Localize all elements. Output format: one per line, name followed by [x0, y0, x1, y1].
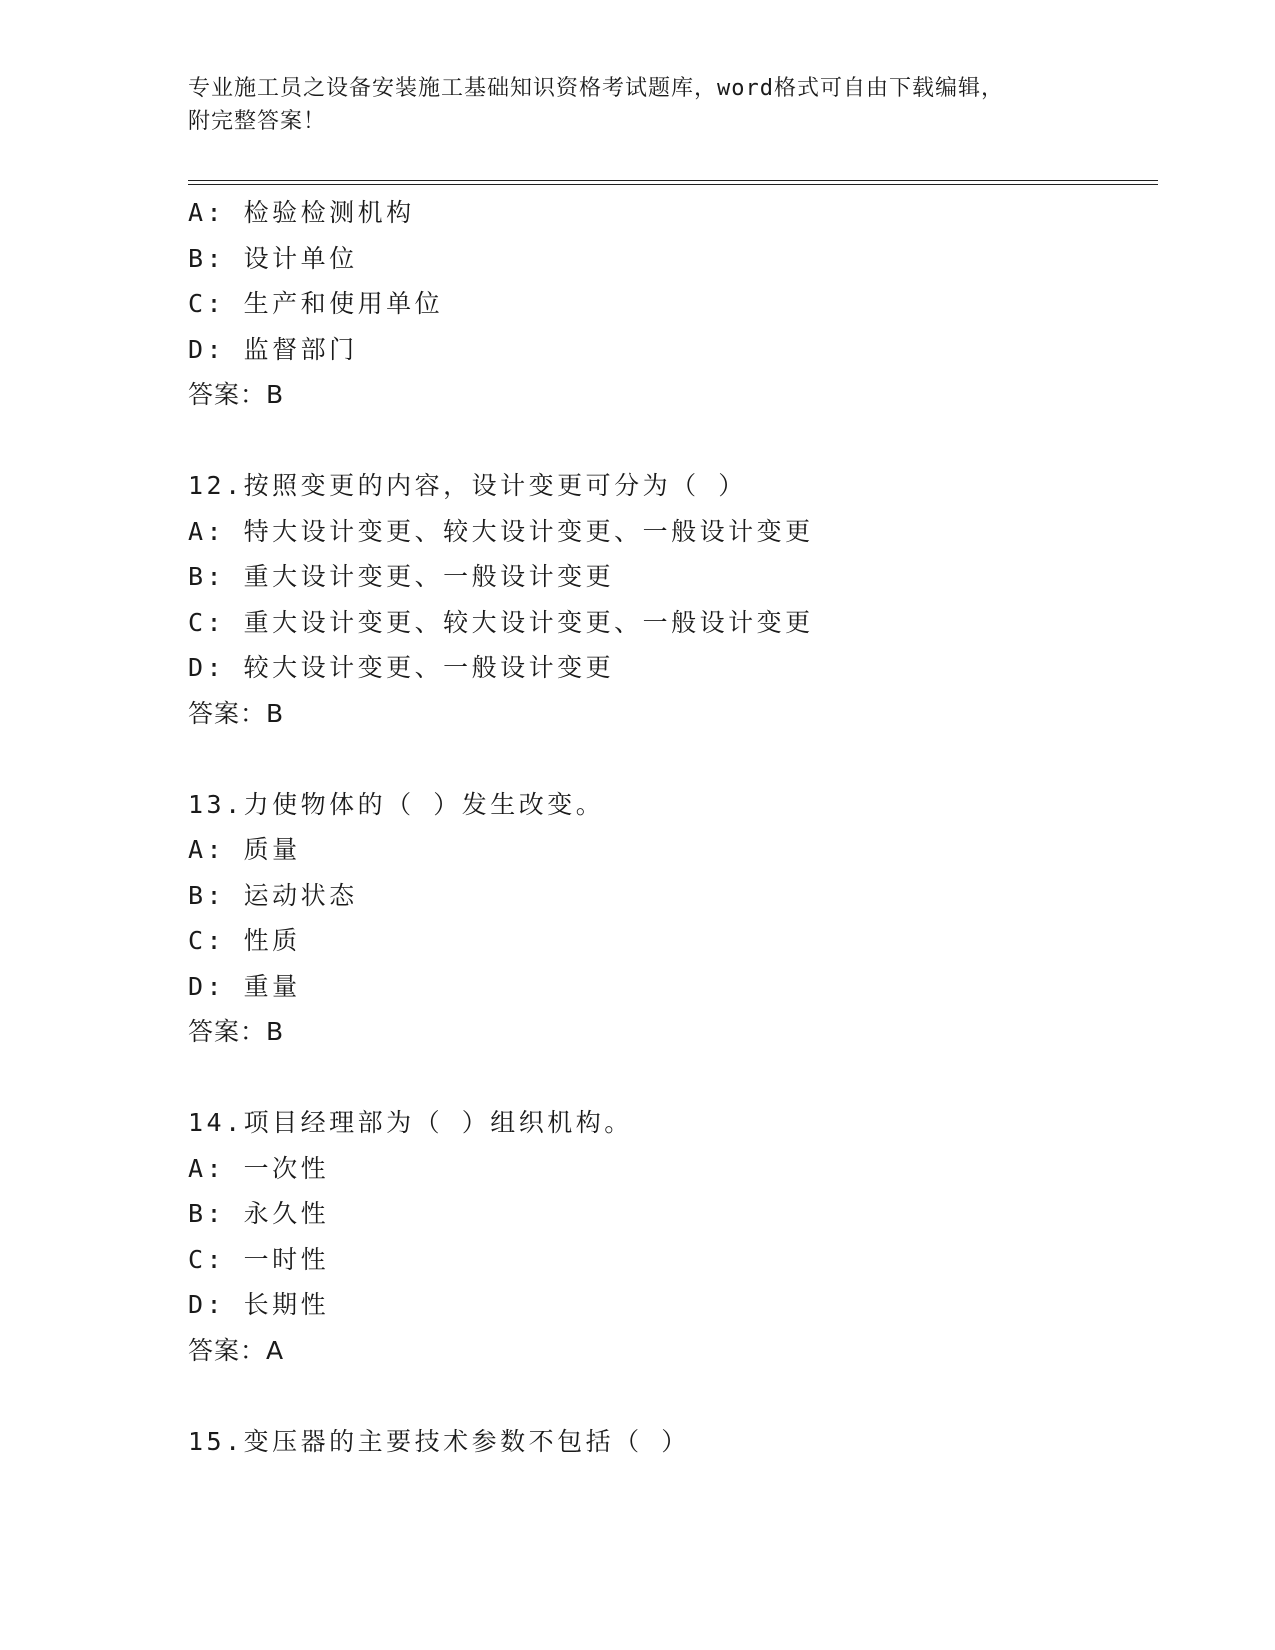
option-c: C: 一时性: [188, 1244, 330, 1274]
question-block-15: [188, 1419, 1148, 1465]
option-b: B: 重大设计变更、一般设计变更: [188, 562, 615, 591]
header-line-1: 专业施工员之设备安装施工基础知识资格考试题库，word格式可自由下载编辑，: [188, 76, 1004, 101]
option-c: C: 重大设计变更、较大设计变更、一般设计变更: [188, 607, 814, 637]
header-line-2: 附完整答案！: [188, 109, 327, 134]
option-b: B: 永久性: [188, 1199, 330, 1228]
header-divider: [188, 180, 1158, 185]
spacer: [188, 1373, 1148, 1419]
question-block-13: [188, 782, 1148, 1055]
option-a: A: 检验检测机构: [188, 198, 415, 227]
option-c: C: 生产和使用单位: [188, 289, 444, 318]
answer-line: 答案：B: [188, 1017, 285, 1046]
option-d: D: 长期性: [188, 1290, 330, 1319]
answer-line: 答案：B: [188, 380, 285, 409]
option-b: B: 运动状态: [188, 880, 358, 910]
answer-line: 答案：B: [188, 698, 285, 728]
spacer: [188, 736, 1148, 782]
question-block-12: [188, 463, 1148, 736]
option-a: A: 一次性: [188, 1153, 330, 1183]
spacer: [188, 418, 1148, 464]
question-text: 14.项目经理部为（ ）组织机构。: [188, 1108, 633, 1137]
option-d: D: 重量: [188, 971, 301, 1001]
option-c: C: 性质: [188, 926, 301, 955]
question-text: 13.力使物体的（ ）发生改变。: [188, 789, 605, 819]
option-d: D: 较大设计变更、一般设计变更: [188, 653, 615, 682]
option-a: A: 质量: [188, 835, 301, 864]
option-a: A: 特大设计变更、较大设计变更、一般设计变更: [188, 516, 814, 546]
question-block-11: [188, 190, 1148, 418]
document-header: [188, 72, 1088, 138]
question-text: 15.变压器的主要技术参数不包括（ ）: [188, 1426, 690, 1456]
answer-line: 答案：A: [188, 1335, 285, 1365]
option-b: B: 设计单位: [188, 243, 358, 273]
option-d: D: 监督部门: [188, 334, 358, 364]
spacer: [188, 1055, 1148, 1101]
question-list: [188, 190, 1148, 1464]
question-text: 12.按照变更的内容，设计变更可分为（ ）: [188, 471, 747, 500]
question-block-14: [188, 1100, 1148, 1373]
